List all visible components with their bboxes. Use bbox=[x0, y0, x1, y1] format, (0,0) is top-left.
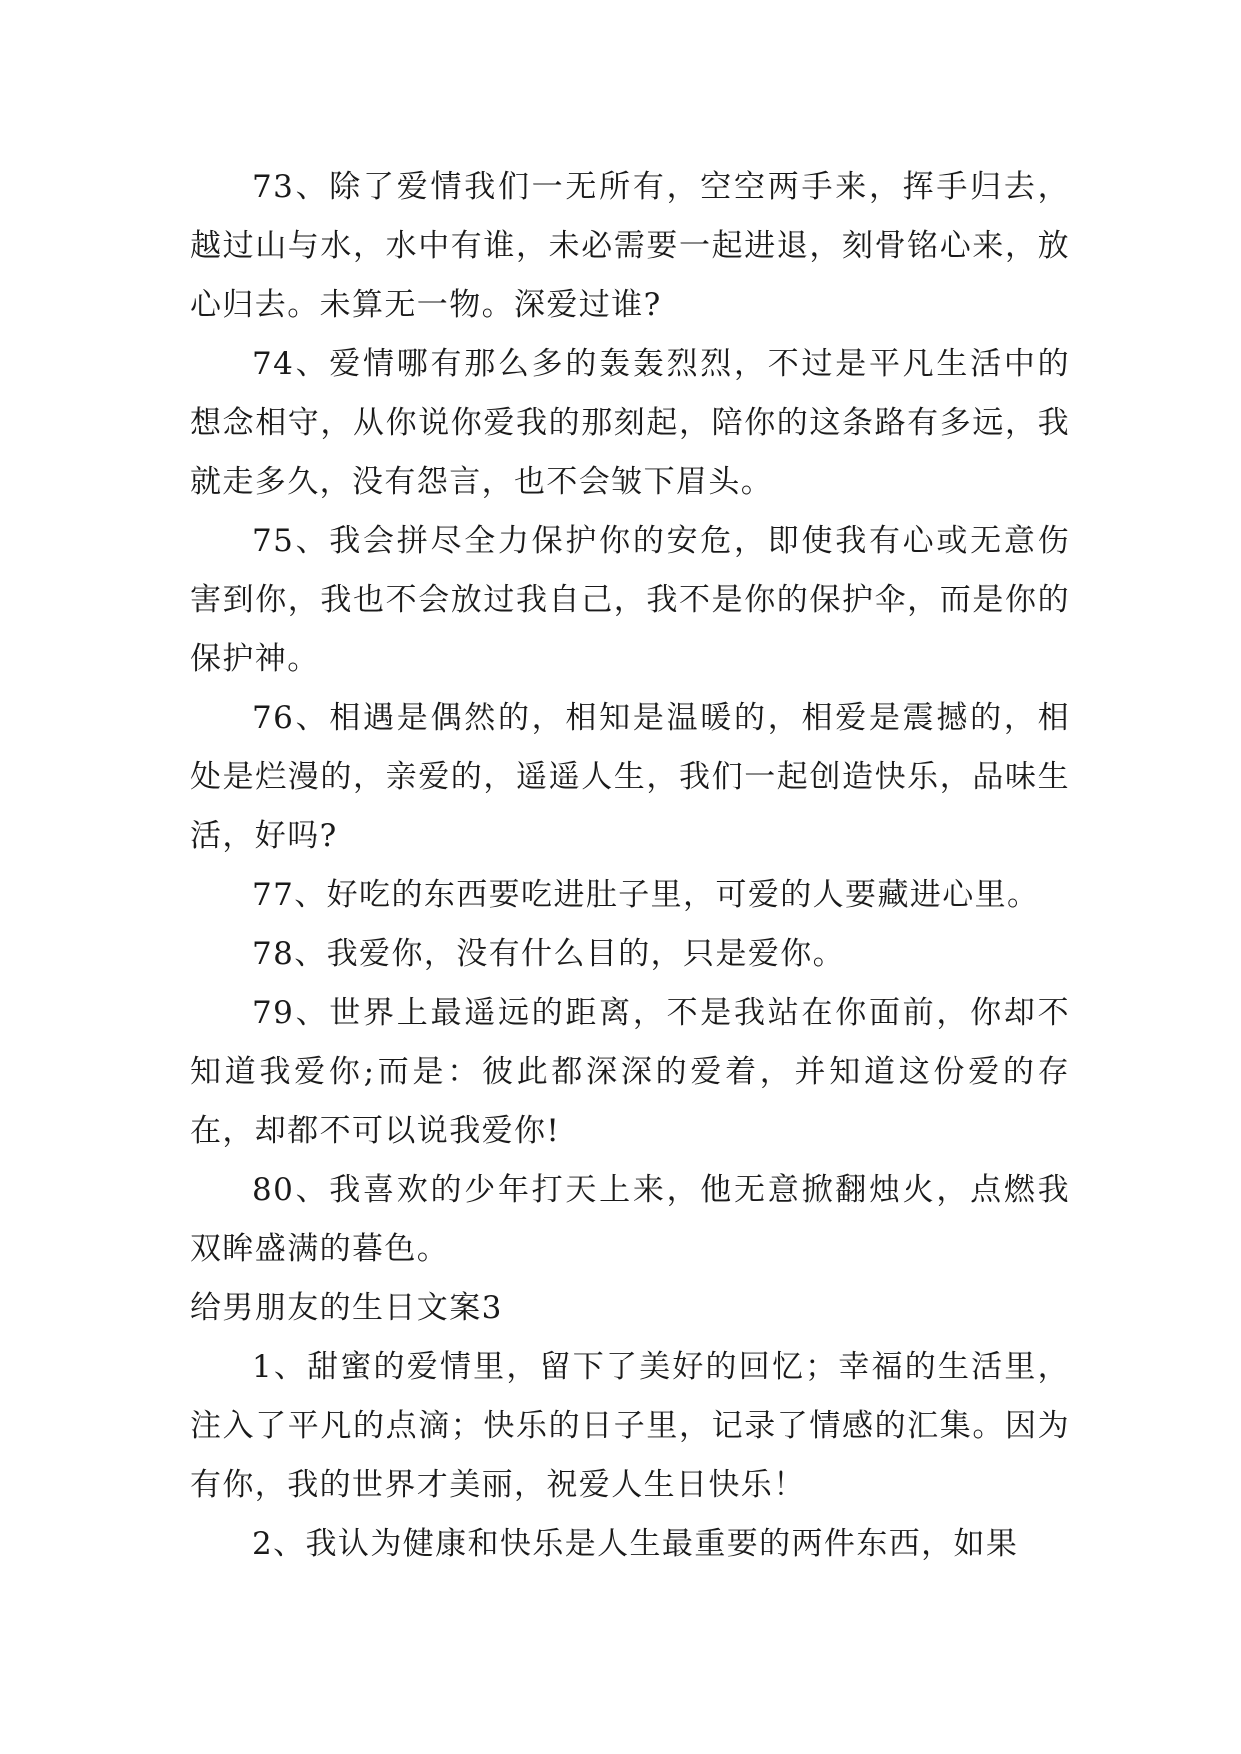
paragraph-73: 73、除了爱情我们一无所有，空空两手来，挥手归去，越过山与水，水中有谁，未必需要一起进退，刻骨铭心来，放心归去。未算无一物。深爱过谁? bbox=[190, 169, 1070, 323]
paragraph-2: 2、我认为健康和快乐是人生最重要的两件东西，如果 bbox=[252, 1526, 1019, 1562]
document-body bbox=[190, 158, 1070, 1574]
paragraph-76: 76、相遇是偶然的，相知是温暖的，相爱是震撼的，相处是烂漫的，亲爱的，遥遥人生，我们一起创造快乐，品味生活，好吗? bbox=[190, 700, 1070, 854]
paragraph-78: 78、我爱你，没有什么目的，只是爱你。 bbox=[252, 936, 846, 972]
section-heading: 给男朋友的生日文案3 bbox=[190, 1290, 503, 1326]
paragraph-75: 75、我会拼尽全力保护你的安危，即使我有心或无意伤害到你，我也不会放过我自己，我不是你的保护伞，而是你的保护神。 bbox=[190, 523, 1070, 677]
paragraph-1: 1、甜蜜的爱情里，留下了美好的回忆；幸福的生活里，注入了平凡的点滴；快乐的日子里，记录了情感的汇集。因为有你，我的世界才美丽，祝爱人生日快乐！ bbox=[190, 1349, 1070, 1503]
paragraph-74: 74、爱情哪有那么多的轰轰烈烈，不过是平凡生活中的想念相守，从你说你爱我的那刻起，陪你的这条路有多远，我就走多久，没有怨言，也不会皱下眉头。 bbox=[190, 346, 1070, 500]
paragraph-80: 80、我喜欢的少年打天上来，他无意掀翻烛火，点燃我双眸盛满的暮色。 bbox=[190, 1172, 1070, 1267]
paragraph-79: 79、世界上最遥远的距离，不是我站在你面前，你却不知道我爱你;而是：彼此都深深的爱着，并知道这份爱的存在，却都不可以说我爱你! bbox=[190, 995, 1070, 1149]
paragraph-77: 77、好吃的东西要吃进肚子里，可爱的人要藏进心里。 bbox=[252, 877, 1040, 913]
